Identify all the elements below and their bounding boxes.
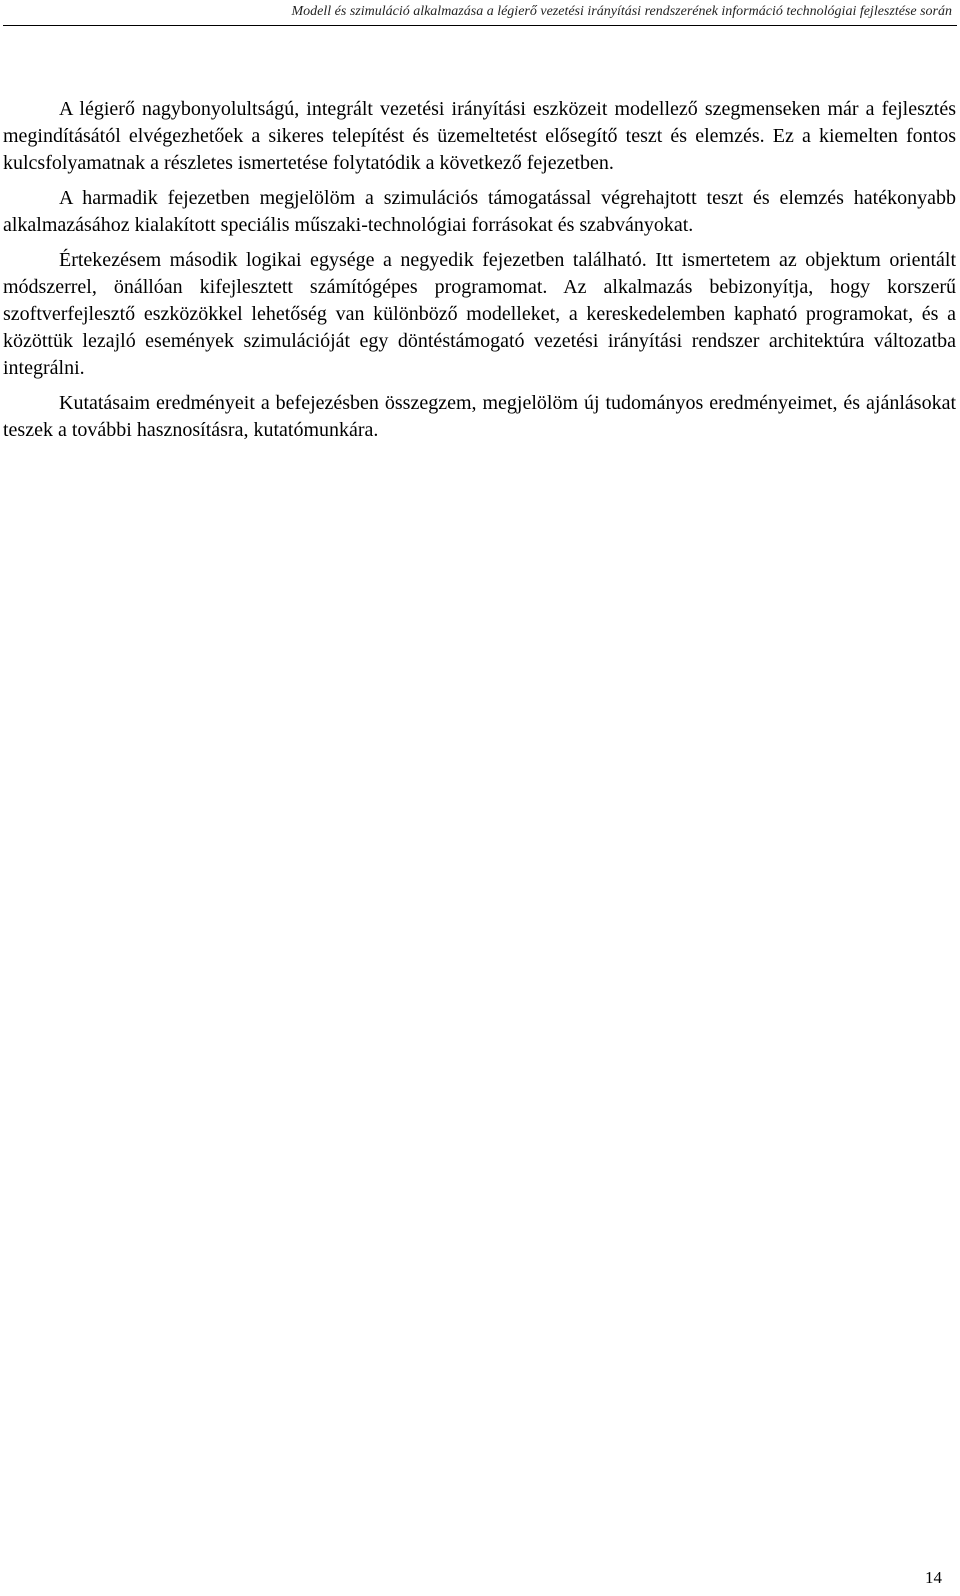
paragraph-3: Értekezésem második logikai egysége a negyedik fejezetben található. Itt ismertetem az objektum orientált módszerrel, önállóan kifejlesztett számítógépes programomat. Az alkalmazás bebizonyítja, hogy korszerű szoftverfejlesztő eszközökkel lehetőség van különböző modelleket, a kereskedelemben kapható programokat, és a közöttük lezajló események szimulációját egy döntéstámogató vezetési irányítási rendszer architektúra változatba integrálni.: [3, 249, 956, 379]
page-number: 14: [925, 1568, 942, 1587]
paragraph-2: A harmadik fejezetben megjelölöm a szimulációs támogatással végrehajtott teszt és elemzés hatékonyabb alkalmazásához kialakított speciális műszaki-technológiai forrásokat és szabványokat.: [3, 187, 956, 236]
paragraph-4: Kutatásaim eredményeit a befejezésben összegzem, megjelölöm új tudományos eredményeimet, és ajánlásokat teszek a további hasznosításra, kutatómunkára.: [3, 392, 956, 441]
paragraph-1: A légierő nagybonyolultságú, integrált vezetési irányítási eszközeit modellező szegmenseken már a fejlesztés megindításától elvégezhetőek a sikeres telepítést és üzemeltetést elősegítő teszt és elemzés. Ez a kiemelten fontos kulcsfolyamatnak a részletes ismertetése folytatódik a következő fejezetben.: [3, 98, 956, 174]
body-text: [3, 96, 956, 444]
running-header: Modell és szimuláció alkalmazása a légierő vezetési irányítási rendszerének információ technológiai fejlesztése során: [291, 4, 952, 19]
header-divider: [3, 25, 957, 26]
